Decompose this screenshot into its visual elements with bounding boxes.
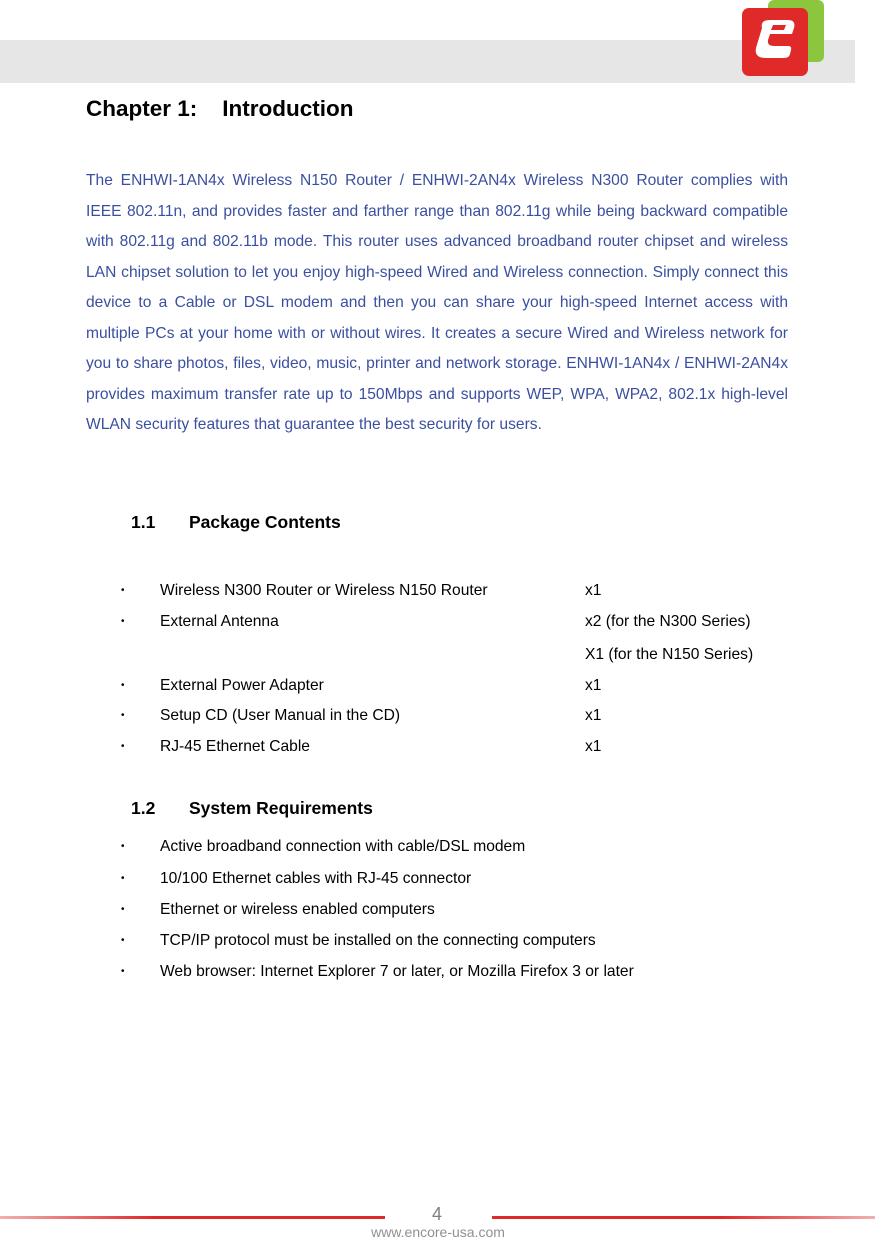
item-quantity: x1 [585, 677, 602, 694]
chapter-title: Chapter 1: Introduction [86, 96, 354, 121]
page-number: 4 [431, 1204, 442, 1224]
item-quantity: x2 (for the N300 Series) [585, 613, 751, 630]
bullet-icon: • [121, 710, 125, 721]
section-number: 1.2 [131, 798, 156, 818]
footer-url: www.encore-usa.com [371, 1224, 505, 1240]
item-label: Ethernet or wireless enabled computers [160, 901, 435, 918]
bullet-icon: • [121, 741, 125, 752]
bullet-icon: • [121, 966, 125, 977]
footer-rule-right [492, 1216, 875, 1219]
item-label: Active broadband connection with cable/DSL modem [160, 838, 526, 855]
item-label: Web browser: Internet Explorer 7 or later, or Mozilla Firefox 3 or later [160, 963, 634, 980]
item-label: Setup CD (User Manual in the CD) [160, 707, 401, 724]
intro-paragraph: The ENHWI-1AN4x Wireless N150 Router / ENHWI-2AN4x Wireless N300 Router complies with IEEE 802.11n, and provides faster and farther range than 802.11g while being backward compatible with 802.11g and 802.11b mode. This router uses advanced broadband router chipset and wireless LAN chipset solution to let you enjoy high-speed Wired and Wireless connection. Simply connect this device to a Cable or DSL modem and then you can share your high-speed Internet access with multiple PCs at your home with or without wires. It creates a secure Wired and Wireless network for you to share photos, files, video, music, printer and network storage. ENHWI-1AN4x / ENHWI-2AN4x provides maximum transfer rate up to 150Mbps and supports WEP, WPA, WPA2, 802.1x high-level WLAN security features that guarantee the best security for users. [86, 172, 788, 433]
list-item [0, 611, 875, 633]
bullet-icon: • [121, 841, 125, 852]
bullet-icon: • [121, 935, 125, 946]
list-item [0, 961, 875, 983]
list-item [0, 930, 875, 952]
list-item [0, 580, 875, 602]
bullet-icon: • [121, 680, 125, 691]
section-number: 1.1 [131, 512, 156, 532]
bullet-icon: • [121, 585, 125, 596]
bullet-icon: • [121, 873, 125, 884]
encore-logo [740, 0, 826, 78]
list-item [0, 868, 875, 890]
item-label: External Antenna [160, 613, 279, 630]
section-title: Package Contents [189, 512, 341, 532]
list-item [0, 644, 875, 666]
header-band [0, 40, 855, 83]
list-item [0, 836, 875, 858]
item-quantity: X1 (for the N150 Series) [585, 646, 754, 663]
bullet-icon: • [121, 616, 125, 627]
item-quantity: x1 [585, 738, 602, 755]
item-quantity: x1 [585, 582, 602, 599]
item-label: Wireless N300 Router or Wireless N150 Router [160, 582, 488, 599]
list-item [0, 899, 875, 921]
item-label: RJ-45 Ethernet Cable [160, 738, 310, 755]
list-item [0, 705, 875, 727]
section-title: System Requirements [189, 798, 373, 818]
item-label: External Power Adapter [160, 677, 324, 694]
bullet-icon: • [121, 904, 125, 915]
item-label: TCP/IP protocol must be installed on the connecting computers [160, 932, 596, 949]
package-contents-heading [131, 512, 341, 533]
item-quantity: x1 [585, 707, 602, 724]
list-item [0, 675, 875, 697]
system-requirements-heading [131, 798, 373, 819]
list-item [0, 736, 875, 758]
footer-rule-left [0, 1216, 385, 1219]
item-label: 10/100 Ethernet cables with RJ-45 connector [160, 870, 472, 887]
